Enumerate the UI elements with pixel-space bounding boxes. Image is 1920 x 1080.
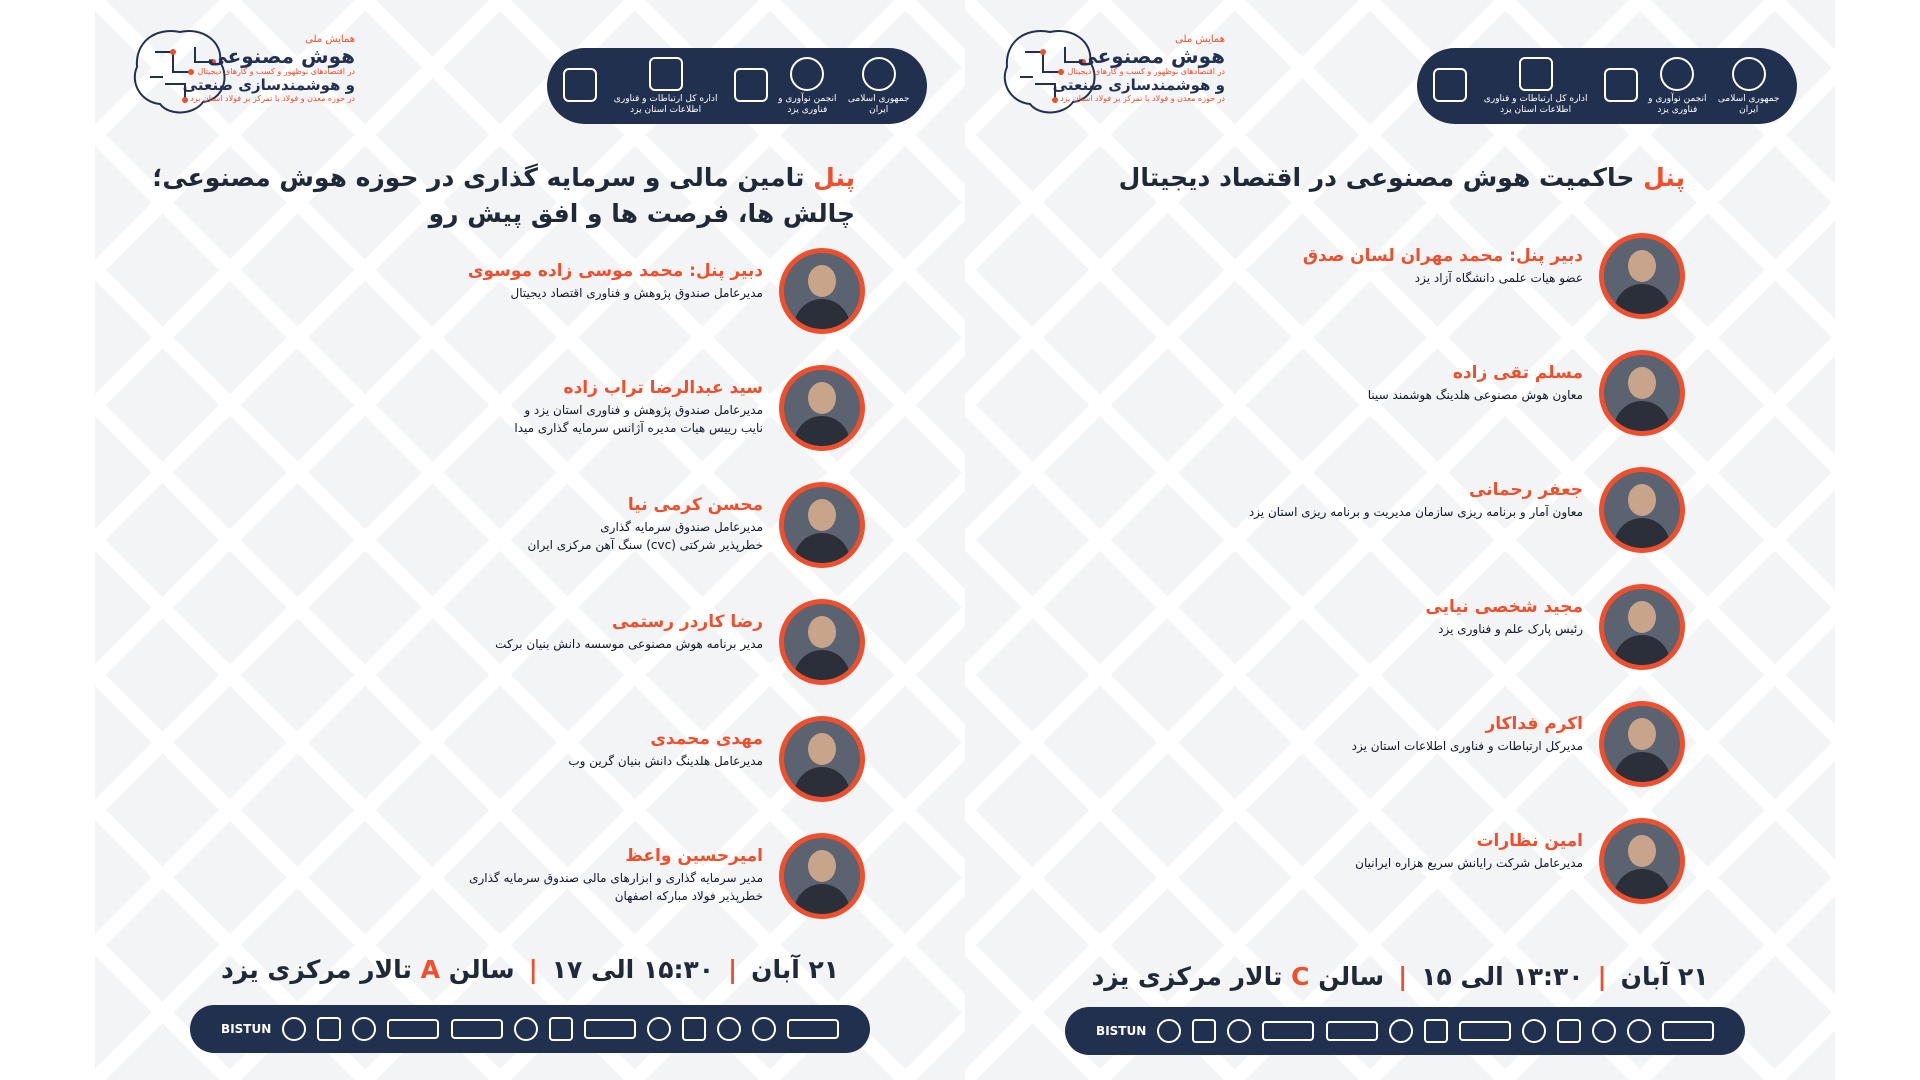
speaker-name: جعفر رحمانی (1469, 480, 1583, 500)
sponsor-logo-icon (387, 1019, 439, 1039)
speaker-role: مدیرعامل شرکت رایانش سریع هزاره ایرانیان (1355, 856, 1583, 870)
event-time: ۱۵:۳۰ الی ۱۷ (551, 955, 714, 984)
sponsor-logo-icon (1262, 1021, 1314, 1041)
science-park-logo (1604, 68, 1638, 105)
speaker-card (305, 833, 865, 929)
event-venue: تالار مرکزی یزد (220, 955, 412, 984)
ict-office-icon (1519, 57, 1553, 91)
poster-left-panel (95, 0, 965, 1080)
sponsor-logo-bar (1065, 1007, 1745, 1055)
iran-emblem-icon (862, 57, 896, 91)
bistun-logo: BISTUN (221, 1022, 272, 1036)
sponsor-logo-icon (1592, 1019, 1616, 1043)
conference-tagline: در اقتصادهای نوظهور و کسب و کارهای دیجیتال (197, 67, 355, 76)
speaker-role: مدیرعامل صندوق پژوهش و فناوری استان یزد و (524, 403, 763, 417)
azad-university-logo (563, 68, 597, 105)
ict-office-logo (1467, 57, 1604, 116)
speaker-role-line2: نایب رییس هیات مدیره آژانس سرمایه گذاری میدا (514, 421, 763, 435)
speaker-role: مدیرعامل صندوق سرمایه گذاری (600, 520, 763, 534)
speaker-card (305, 482, 865, 578)
iran-emblem-logo (1716, 57, 1781, 116)
iran-emblem-logo (846, 57, 911, 116)
sponsor-logo-icon (1389, 1019, 1413, 1043)
event-time: ۱۳:۳۰ الی ۱۵ (1421, 962, 1584, 991)
sponsor-logo-icon (1627, 1019, 1651, 1043)
speaker-card (1125, 467, 1685, 563)
speaker-name: سید عبدالرضا تراب زاده (563, 378, 763, 398)
bistun-logo: BISTUN (1096, 1024, 1147, 1038)
event-venue: تالار مرکزی یزد (1091, 962, 1283, 991)
speaker-name: مجید شخصی نیایی (1425, 597, 1583, 617)
conference-subtitle: و هوشمندسازی صنعتی (1052, 76, 1225, 94)
organizer-logo-bar (1417, 48, 1797, 124)
speaker-card (1125, 233, 1685, 329)
logo-caption: جمهوری اسلامی ایران (847, 93, 910, 115)
sponsor-logo-icon (647, 1017, 671, 1041)
panel-title-prefix: پنل (1643, 163, 1685, 192)
hall-letter: A (420, 955, 441, 984)
sponsor-logo-icon (1157, 1019, 1181, 1043)
azad-university-icon (563, 68, 597, 102)
sponsor-logo-icon (787, 1019, 839, 1039)
speaker-photo (779, 248, 865, 334)
speaker-role: مدیرعامل هلدینگ دانش بنیان گرین وب (568, 754, 763, 768)
conference-brand (995, 22, 1225, 122)
logo-caption: اداره کل ارتباطات و فناوری اطلاعات استان یزد (1483, 93, 1588, 115)
speaker-role: مدیر سرمایه گذاری و ابزارهای مالی صندوق سرمایه گذاری (469, 871, 763, 885)
event-schedule: ۲۱ آبان|۱۵:۳۰ الی ۱۷|سالن A تالار مرکزی یزد (220, 955, 840, 984)
speaker-photo (1599, 818, 1685, 904)
sponsor-logo-icon (682, 1017, 706, 1041)
speaker-photo (1599, 467, 1685, 553)
speaker-name: اکرم فداکار (1485, 714, 1583, 734)
speaker-name: امیرحسین واعظ (625, 846, 763, 866)
speaker-name: مهدی محمدی (650, 729, 763, 749)
azad-university-logo (1433, 68, 1467, 105)
sponsor-logo-icon (1522, 1019, 1546, 1043)
sponsor-logo-icon (282, 1017, 306, 1041)
speaker-name: امین نظارات (1476, 831, 1583, 851)
sponsor-logo-icon (549, 1017, 573, 1041)
science-park-logo (734, 68, 768, 105)
speaker-name: رضا کاردر رستمی (611, 612, 763, 632)
logo-caption: انجمن نوآوری و فناوری یزد (778, 93, 837, 115)
innovation-society-icon (1660, 57, 1694, 91)
speaker-role: مدیرکل ارتباطات و فناوری اطلاعات استان یزد (1351, 739, 1583, 753)
sponsor-logo-icon (1326, 1021, 1378, 1041)
speaker-card (1125, 350, 1685, 446)
speaker-photo (779, 833, 865, 919)
innovation-society-icon (790, 57, 824, 91)
ict-office-icon (649, 57, 683, 91)
poster-right-panel (965, 0, 1835, 1080)
ict-office-logo (597, 57, 734, 116)
event-date: ۲۱ آبان (1620, 962, 1709, 991)
speaker-photo (779, 365, 865, 451)
speaker-name: دبیر پنل: محمد موسی زاده موسوی (467, 261, 763, 281)
event-date: ۲۱ آبان (751, 955, 840, 984)
conference-label: همایش ملی (1175, 34, 1225, 45)
event-schedule: ۲۱ آبان|۱۳:۳۰ الی ۱۵|سالن C تالار مرکزی یزد (1091, 962, 1709, 991)
speaker-card (1125, 584, 1685, 680)
speaker-card (305, 248, 865, 344)
speaker-name: محسن کرمی نیا (627, 495, 763, 515)
conference-focus: در حوزه معدن و فولاد با تمرکز بر فولاد استان یزد (190, 94, 355, 103)
speaker-card (1125, 701, 1685, 797)
sponsor-logo-icon (352, 1017, 376, 1041)
sponsor-logo-icon (514, 1017, 538, 1041)
sponsor-logo-icon (1662, 1021, 1714, 1041)
panel-title-line1: تامین مالی و سرمایه گذاری در حوزه هوش مصنوعی؛ (152, 163, 805, 192)
sponsor-logo-icon (1424, 1019, 1448, 1043)
conference-label: همایش ملی (305, 34, 355, 45)
panel-title (152, 160, 855, 232)
speaker-card (305, 599, 865, 695)
panel-title-line1: حاکمیت هوش مصنوعی در اقتصاد دیجیتال (1118, 163, 1635, 192)
speaker-role: معاون هوش مصنوعی هلدینگ هوشمند سینا (1367, 388, 1583, 402)
conference-brand (125, 22, 355, 122)
logo-caption: جمهوری اسلامی ایران (1717, 93, 1780, 115)
speaker-photo (1599, 233, 1685, 319)
speaker-role: معاون آمار و برنامه ریزی سازمان مدیریت و برنامه ریزی استان یزد (1248, 505, 1583, 519)
science-park-icon (734, 68, 768, 102)
speaker-name: مسلم تقی زاده (1452, 363, 1583, 383)
hall-word: سالن (1318, 962, 1385, 991)
speaker-card (1125, 818, 1685, 914)
sponsor-logo-icon (317, 1017, 341, 1041)
speaker-card (305, 365, 865, 461)
speaker-name: دبیر پنل: محمد مهران لسان صدق (1302, 246, 1583, 266)
logo-caption: اداره کل ارتباطات و فناوری اطلاعات استان یزد (613, 93, 718, 115)
panel-title (1119, 160, 1685, 196)
innovation-society-logo (768, 57, 846, 116)
speaker-photo (1599, 584, 1685, 670)
conference-tagline: در اقتصادهای نوظهور و کسب و کارهای دیجیتال (1067, 67, 1225, 76)
sponsor-logo-icon (752, 1017, 776, 1041)
speaker-role: عضو هیات علمی دانشگاه آزاد یزد (1414, 271, 1583, 285)
sponsor-logo-icon (1192, 1019, 1216, 1043)
azad-university-icon (1433, 68, 1467, 102)
panel-title-line2: چالش ها، فرصت ها و افق پیش رو (428, 199, 855, 228)
speaker-photo (779, 482, 865, 568)
speaker-photo (779, 716, 865, 802)
speaker-card (305, 716, 865, 812)
speaker-photo (1599, 701, 1685, 787)
speaker-photo (779, 599, 865, 685)
sponsor-logo-icon (717, 1017, 741, 1041)
speaker-photo (1599, 350, 1685, 436)
conference-focus: در حوزه معدن و فولاد با تمرکز بر فولاد استان یزد (1060, 94, 1225, 103)
speaker-role: مدیرعامل صندوق پژوهش و فناوری اقتصاد دیجیتال (510, 286, 763, 300)
iran-emblem-icon (1732, 57, 1766, 91)
hall-letter: C (1291, 962, 1310, 991)
innovation-society-logo (1638, 57, 1716, 116)
conference-title: هوش مصنوعی (207, 44, 355, 68)
sponsor-logo-icon (451, 1019, 503, 1039)
conference-subtitle: و هوشمندسازی صنعتی (182, 76, 355, 94)
speaker-role-line2: خطرپذیر شرکتی (cvc) سنگ آهن مرکزی ایران (527, 538, 763, 552)
sponsor-logo-icon (584, 1019, 636, 1039)
speaker-role-line2: خطرپذیر فولاد مبارکه اصفهان (614, 889, 763, 903)
sponsor-logo-icon (1227, 1019, 1251, 1043)
sponsor-logo-icon (1459, 1021, 1511, 1041)
hall-word: سالن (448, 955, 515, 984)
conference-title: هوش مصنوعی (1077, 44, 1225, 68)
panel-title-prefix: پنل (813, 163, 855, 192)
sponsor-logo-icon (1557, 1019, 1581, 1043)
logo-caption: انجمن نوآوری و فناوری یزد (1648, 93, 1707, 115)
sponsor-logo-bar (190, 1005, 870, 1053)
organizer-logo-bar (547, 48, 927, 124)
science-park-icon (1604, 68, 1638, 102)
speaker-role: مدیر برنامه هوش مصنوعی موسسه دانش بنیان برکت (495, 637, 763, 651)
speaker-role: رئیس پارک علم و فناوری یزد (1438, 622, 1583, 636)
